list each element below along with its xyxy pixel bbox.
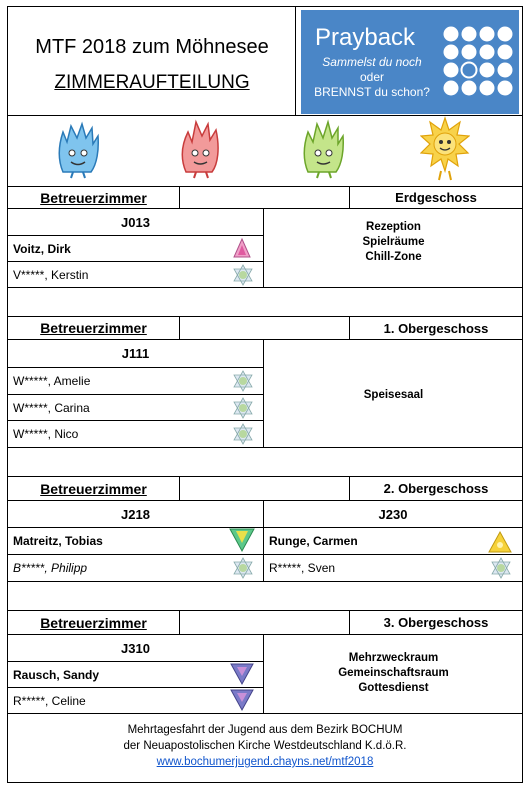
yellow-triangle-icon — [487, 530, 513, 554]
blank-row — [7, 447, 523, 477]
section-2-floor: 1. Obergeschoss — [349, 316, 523, 340]
footer-link-row — [8, 754, 522, 770]
section-4-header-label: Betreuerzimmer — [7, 610, 180, 635]
section-1-floor: Erdgeschoss — [349, 186, 523, 209]
sun-icon — [420, 116, 470, 182]
occupant-name: W*****, Nico — [7, 420, 264, 448]
footer-line2: der Neuapostolischen Kirche Westdeutschland K.d.ö.R. — [123, 740, 407, 752]
occupant-name: B*****, Philipp — [7, 554, 264, 582]
purple-triangle-icon — [229, 688, 255, 712]
star-icon — [489, 556, 513, 580]
blank-row — [7, 287, 523, 317]
blue-flame-icon — [55, 120, 101, 180]
occupant-name: W*****, Amelie — [7, 367, 264, 395]
info-line: Mehrzweckraum — [348, 652, 439, 664]
circle-grid-icon — [441, 24, 515, 98]
occupant-name: V*****, Kerstin — [7, 261, 264, 288]
section-3-header-spacer — [179, 476, 350, 501]
logo-name: Prayback — [315, 24, 416, 51]
star-icon — [231, 422, 255, 446]
room-number: J218 — [7, 500, 264, 528]
title-block — [8, 7, 296, 115]
pink-flame-icon — [230, 237, 254, 261]
room-number: J310 — [7, 634, 264, 662]
room-number: J230 — [263, 500, 523, 528]
info-line: Rezeption — [366, 221, 421, 233]
room-number: J013 — [7, 208, 264, 236]
footer — [7, 713, 523, 783]
occupant-name: R*****, Sven — [263, 554, 523, 582]
occupant-name: Rausch, Sandy — [7, 661, 264, 688]
occupant-name: Voitz, Dirk — [7, 235, 264, 262]
section-2-info: Speisesaal — [363, 388, 424, 401]
footer-line1: Mehrtagesfahrt der Jugend aus dem Bezirk BOCHUM — [127, 724, 403, 736]
section-3-floor: 2. Obergeschoss — [349, 476, 523, 501]
logo-line2: oder — [359, 70, 385, 84]
star-icon — [231, 396, 255, 420]
info-line: Spielräume — [362, 236, 425, 248]
section-2-header-label: Betreuerzimmer — [7, 316, 180, 340]
green-triangle-icon — [228, 527, 256, 553]
page-subtitle: ZIMMERAUFTEILUNG — [54, 72, 250, 93]
section-4-floor: 3. Obergeschoss — [349, 610, 523, 635]
occupant-name: Matreitz, Tobias — [7, 527, 264, 555]
info-line: Chill-Zone — [365, 251, 422, 263]
star-icon — [231, 556, 255, 580]
occupant-name: Runge, Carmen — [263, 527, 523, 555]
page-title: MTF 2018 zum Möhnesee — [35, 35, 269, 58]
room-number: J111 — [7, 339, 264, 368]
star-icon — [231, 369, 255, 393]
section-4-info — [264, 651, 523, 703]
prayback-logo — [301, 10, 519, 114]
section-4-header-spacer — [179, 610, 350, 635]
section-3-header-label: Betreuerzimmer — [7, 476, 180, 501]
occupant-name: R*****, Celine — [7, 687, 264, 714]
occupant-name: W*****, Carina — [7, 394, 264, 421]
red-flame-icon — [178, 118, 222, 180]
footer-link[interactable]: www.bochumerjugend.chayns.net/mtf2018 — [156, 756, 374, 768]
logo-line3: BRENNST du schon? — [314, 85, 430, 99]
blank-row — [7, 581, 523, 611]
star-icon — [231, 263, 255, 287]
section-2-header-spacer — [179, 316, 350, 340]
section-1-header-label: Betreuerzimmer — [7, 186, 180, 209]
info-line: Gottesdienst — [358, 682, 429, 694]
purple-triangle-icon — [229, 662, 255, 686]
section-1-header-spacer — [179, 186, 350, 209]
logo-line1: Sammelst du noch — [322, 55, 422, 69]
section-1-info — [264, 220, 523, 280]
info-line: Gemeinschaftsraum — [338, 667, 449, 679]
green-flame-icon — [300, 118, 346, 180]
